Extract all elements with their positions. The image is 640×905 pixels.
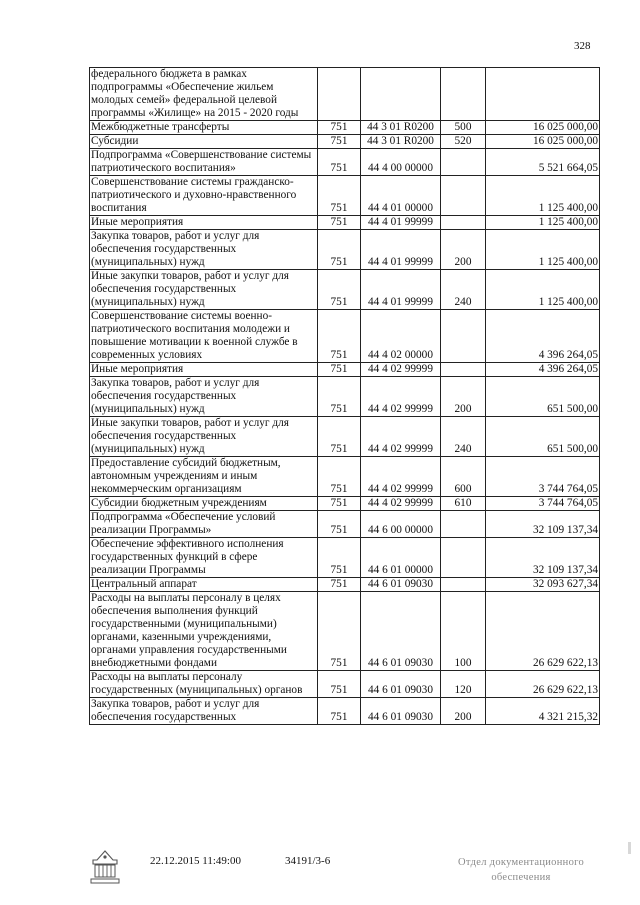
cell-expense-type — [441, 176, 486, 216]
table-row — [90, 230, 600, 270]
cell-amount: 4 396 264,05 — [486, 310, 600, 363]
cell-org-code: 751 — [318, 363, 361, 377]
cell-expense-type: 200 — [441, 230, 486, 270]
cell-expense-type: 200 — [441, 698, 486, 725]
cell-name: Межбюджетные трансферты — [90, 121, 318, 135]
cell-org-code: 751 — [318, 310, 361, 363]
cell-name: Расходы на выплаты персоналу государственных (муниципальных) органов — [90, 671, 318, 698]
cell-target-code: 44 6 00 00000 — [361, 511, 441, 538]
cell-amount: 16 025 000,00 — [486, 135, 600, 149]
cell-org-code: 751 — [318, 417, 361, 457]
cell-org-code: 751 — [318, 135, 361, 149]
cell-target-code: 44 6 01 00000 — [361, 538, 441, 578]
cell-expense-type: 200 — [441, 377, 486, 417]
cell-org-code: 751 — [318, 457, 361, 497]
table-row — [90, 592, 600, 671]
cell-expense-type — [441, 68, 486, 121]
cell-amount: 1 125 400,00 — [486, 176, 600, 216]
cell-org-code: 751 — [318, 511, 361, 538]
cell-amount — [486, 68, 600, 121]
table-row — [90, 363, 600, 377]
cell-org-code: 751 — [318, 538, 361, 578]
footer-doc-number: 34191/3-6 — [285, 855, 331, 867]
cell-target-code: 44 6 01 09030 — [361, 578, 441, 592]
cell-amount: 651 500,00 — [486, 417, 600, 457]
cell-org-code: 751 — [318, 149, 361, 176]
department-stamp — [446, 855, 596, 885]
cell-target-code: 44 4 00 00000 — [361, 149, 441, 176]
cell-name: Предоставление субсидий бюджетным, автономным учреждениям и иным некоммерческим организациям — [90, 457, 318, 497]
cell-target-code: 44 4 01 99999 — [361, 230, 441, 270]
cell-target-code: 44 6 01 09030 — [361, 698, 441, 725]
cell-amount: 16 025 000,00 — [486, 121, 600, 135]
cell-expense-type — [441, 578, 486, 592]
cell-amount: 5 521 664,05 — [486, 149, 600, 176]
cell-expense-type: 600 — [441, 457, 486, 497]
cell-amount: 32 109 137,34 — [486, 538, 600, 578]
table-row — [90, 511, 600, 538]
cell-target-code: 44 4 02 99999 — [361, 417, 441, 457]
cell-name: Совершенствование системы гражданско-патриотического и духовно-нравственного воспитания — [90, 176, 318, 216]
cell-org-code: 751 — [318, 176, 361, 216]
cell-expense-type — [441, 149, 486, 176]
cell-name: Расходы на выплаты персоналу в целях обеспечения выполнения функций государственными (муниципальными) органами, казенными учреждениями, органами управления государственными внебюджетными фондами — [90, 592, 318, 671]
margin-mark — [628, 842, 631, 854]
cell-name: Иные мероприятия — [90, 363, 318, 377]
cell-expense-type: 520 — [441, 135, 486, 149]
page-number: 328 — [574, 40, 591, 52]
table-row — [90, 310, 600, 363]
cell-name: Совершенствование системы военно-патриотического воспитания молодежи и повышение мотивации к военной службе в современных условиях — [90, 310, 318, 363]
table-row — [90, 671, 600, 698]
stamp-line-1: Отдел документационного — [457, 857, 585, 868]
cell-target-code: 44 3 01 R0200 — [361, 135, 441, 149]
cell-name: Обеспечение эффективного исполнения государственных функций в сфере реализации Программы — [90, 538, 318, 578]
cell-amount: 3 744 764,05 — [486, 457, 600, 497]
table-row — [90, 270, 600, 310]
cell-amount: 1 125 400,00 — [486, 216, 600, 230]
cell-amount: 1 125 400,00 — [486, 230, 600, 270]
table-row — [90, 538, 600, 578]
table-row — [90, 121, 600, 135]
cell-name: Иные закупки товаров, работ и услуг для обеспечения государственных (муниципальных) нужд — [90, 417, 318, 457]
cell-org-code: 751 — [318, 592, 361, 671]
cell-expense-type: 100 — [441, 592, 486, 671]
cell-target-code: 44 4 02 99999 — [361, 377, 441, 417]
cell-target-code: 44 4 02 00000 — [361, 310, 441, 363]
cell-expense-type — [441, 363, 486, 377]
table-row — [90, 135, 600, 149]
cell-name: Закупка товаров, работ и услуг для обеспечения государственных (муниципальных) нужд — [90, 377, 318, 417]
cell-expense-type: 120 — [441, 671, 486, 698]
cell-expense-type — [441, 310, 486, 363]
emblem-icon — [88, 848, 122, 886]
cell-org-code: 751 — [318, 230, 361, 270]
footer-datetime: 22.12.2015 11:49:00 — [150, 855, 241, 867]
cell-expense-type — [441, 538, 486, 578]
cell-target-code: 44 3 01 R0200 — [361, 121, 441, 135]
cell-org-code — [318, 68, 361, 121]
table-row — [90, 457, 600, 497]
cell-target-code — [361, 68, 441, 121]
table-row — [90, 698, 600, 725]
cell-expense-type — [441, 216, 486, 230]
cell-amount: 26 629 622,13 — [486, 592, 600, 671]
cell-target-code: 44 4 02 99999 — [361, 457, 441, 497]
stamp-line-2: обеспечения — [491, 872, 551, 883]
cell-expense-type: 500 — [441, 121, 486, 135]
cell-org-code: 751 — [318, 270, 361, 310]
cell-name: Закупка товаров, работ и услуг для обеспечения государственных — [90, 698, 318, 725]
cell-target-code: 44 4 01 00000 — [361, 176, 441, 216]
table-row — [90, 216, 600, 230]
cell-target-code: 44 6 01 09030 — [361, 671, 441, 698]
table-row — [90, 68, 600, 121]
cell-org-code: 751 — [318, 578, 361, 592]
cell-name: Иные мероприятия — [90, 216, 318, 230]
cell-name: Подпрограмма «Обеспечение условий реализации Программы» — [90, 511, 318, 538]
cell-name: федерального бюджета в рамках подпрограммы «Обеспечение жильем молодых семей» федеральной целевой программы «Жилище» на 2015 - 2020 годы — [90, 68, 318, 121]
cell-target-code: 44 4 02 99999 — [361, 363, 441, 377]
cell-expense-type: 240 — [441, 417, 486, 457]
table-row — [90, 149, 600, 176]
cell-org-code: 751 — [318, 216, 361, 230]
table-row — [90, 497, 600, 511]
cell-expense-type — [441, 511, 486, 538]
cell-target-code: 44 4 02 99999 — [361, 497, 441, 511]
cell-amount: 32 109 137,34 — [486, 511, 600, 538]
cell-amount: 651 500,00 — [486, 377, 600, 417]
cell-org-code: 751 — [318, 698, 361, 725]
cell-amount: 26 629 622,13 — [486, 671, 600, 698]
table-row — [90, 377, 600, 417]
cell-expense-type: 240 — [441, 270, 486, 310]
cell-org-code: 751 — [318, 671, 361, 698]
cell-name: Закупка товаров, работ и услуг для обеспечения государственных (муниципальных) нужд — [90, 230, 318, 270]
table-row — [90, 417, 600, 457]
cell-amount: 4 396 264,05 — [486, 363, 600, 377]
cell-org-code: 751 — [318, 497, 361, 511]
cell-expense-type: 610 — [441, 497, 486, 511]
cell-name: Иные закупки товаров, работ и услуг для обеспечения государственных (муниципальных) нужд — [90, 270, 318, 310]
budget-table — [89, 67, 600, 725]
table-row — [90, 578, 600, 592]
cell-amount: 3 744 764,05 — [486, 497, 600, 511]
cell-amount: 32 093 627,34 — [486, 578, 600, 592]
cell-org-code: 751 — [318, 377, 361, 417]
cell-name: Субсидии — [90, 135, 318, 149]
cell-target-code: 44 6 01 09030 — [361, 592, 441, 671]
table-body — [90, 68, 600, 725]
cell-amount: 4 321 215,32 — [486, 698, 600, 725]
cell-name: Центральный аппарат — [90, 578, 318, 592]
cell-org-code: 751 — [318, 121, 361, 135]
cell-target-code: 44 4 01 99999 — [361, 270, 441, 310]
cell-name: Субсидии бюджетным учреждениям — [90, 497, 318, 511]
table-row — [90, 176, 600, 216]
cell-target-code: 44 4 01 99999 — [361, 216, 441, 230]
cell-name: Подпрограмма «Совершенствование системы патриотического воспитания» — [90, 149, 318, 176]
cell-amount: 1 125 400,00 — [486, 270, 600, 310]
